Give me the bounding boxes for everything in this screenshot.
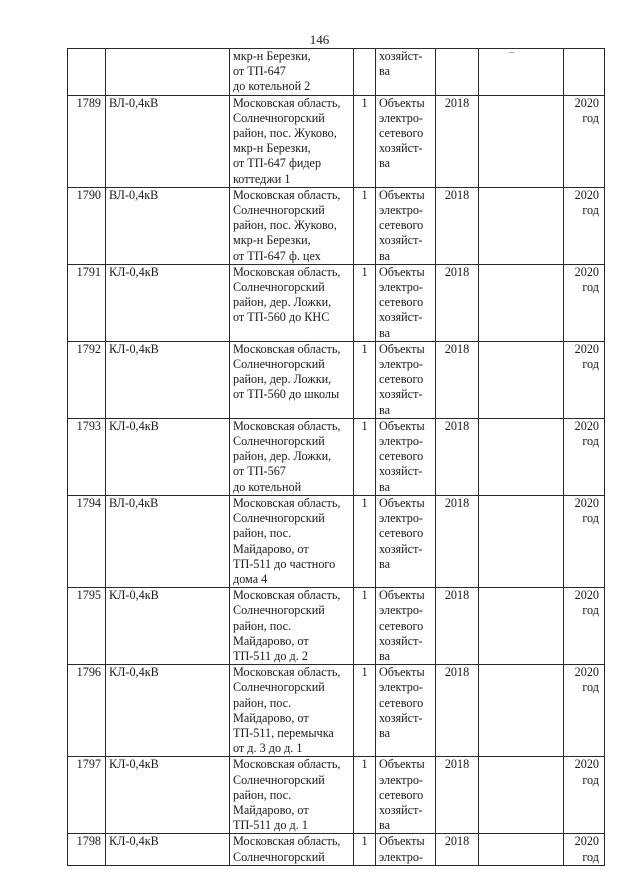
address-line: район, пос. — [233, 695, 292, 710]
type-line: сетевого — [379, 295, 424, 310]
type-line: Объекты — [379, 495, 425, 510]
address-line: Солнечногорский — [233, 680, 325, 695]
cell-term — [564, 834, 605, 865]
type-line: сетевого — [379, 787, 424, 802]
term-line: год — [582, 603, 599, 618]
cell-num — [68, 49, 106, 96]
cell-qty: 1 — [354, 341, 376, 418]
cell-address — [230, 495, 354, 587]
type-line: Объекты — [379, 588, 425, 603]
cell-type — [376, 49, 436, 96]
cell-term — [564, 757, 605, 834]
type-line: электро- — [379, 280, 423, 295]
type-line: электро- — [379, 603, 423, 618]
cell-name: ВЛ-0,4кВ — [106, 95, 230, 187]
type-line: Объекты — [379, 95, 425, 110]
address-line: район, пос. Жуково, — [233, 126, 337, 141]
term-line: год — [582, 772, 599, 787]
term-line: год — [582, 280, 599, 295]
cell-type — [376, 757, 436, 834]
cell-name: КЛ-0,4кВ — [106, 264, 230, 341]
cell-qty: 1 — [354, 418, 376, 495]
cell-name: КЛ-0,4кВ — [106, 418, 230, 495]
type-line: электро- — [379, 511, 423, 526]
address-line: ТП-511, перемычка — [233, 725, 334, 740]
cell-qty: 1 — [354, 665, 376, 757]
address-line: район, пос. — [233, 618, 292, 633]
type-line: Объекты — [379, 418, 425, 433]
address-line: мкр-н Березки, — [233, 233, 311, 248]
cell-qty: 1 — [354, 834, 376, 865]
term-line: 2020 — [574, 495, 599, 510]
scan-mark: – — [509, 47, 514, 58]
cell-type — [376, 341, 436, 418]
type-line: ва — [379, 648, 391, 663]
cell-qty: 1 — [354, 757, 376, 834]
cell-type — [376, 588, 436, 665]
cell-num: 1791 — [68, 264, 106, 341]
cell-empty — [479, 95, 564, 187]
address-line: Московская область, — [233, 341, 341, 356]
cell-address — [230, 49, 354, 96]
term-line: год — [582, 680, 599, 695]
type-line: ва — [379, 64, 391, 79]
cell-term — [564, 187, 605, 264]
cell-term — [564, 418, 605, 495]
type-line: Объекты — [379, 665, 425, 680]
term-line: 2020 — [574, 95, 599, 110]
type-line: хозяйст- — [379, 310, 423, 325]
type-line: хозяйст- — [379, 802, 423, 817]
address-line: район, пос. Жуково, — [233, 218, 337, 233]
type-line: ва — [379, 325, 391, 340]
table-body — [68, 49, 605, 866]
term-line: год — [582, 849, 599, 864]
type-line: ва — [379, 248, 391, 263]
cell-year: 2018 — [436, 757, 479, 834]
cell-empty — [479, 834, 564, 865]
type-line: Объекты — [379, 757, 425, 772]
type-line: электро- — [379, 203, 423, 218]
cell-num: 1798 — [68, 834, 106, 865]
type-line: ва — [379, 479, 391, 494]
cell-qty: 1 — [354, 264, 376, 341]
type-line: хозяйст- — [379, 141, 423, 156]
type-line: электро- — [379, 357, 423, 372]
table-row — [68, 495, 605, 587]
cell-type — [376, 187, 436, 264]
address-line: район, дер. Ложки, — [233, 372, 332, 387]
type-line: хозяйст- — [379, 387, 423, 402]
address-line: коттеджи 1 — [233, 171, 291, 186]
cell-term — [564, 264, 605, 341]
cell-empty — [479, 757, 564, 834]
type-line: хозяйст- — [379, 633, 423, 648]
address-line: Солнечногорский — [233, 772, 325, 787]
address-line: Московская область, — [233, 264, 341, 279]
address-line: мкр-н Березки, — [233, 49, 311, 63]
cell-empty — [479, 341, 564, 418]
address-line: от ТП-647 — [233, 64, 286, 79]
type-line: сетевого — [379, 218, 424, 233]
address-line: от д. 3 до д. 1 — [233, 741, 303, 756]
address-line: ТП-511 до д. 1 — [233, 818, 308, 833]
term-line: 2020 — [574, 418, 599, 433]
cell-year: 2018 — [436, 418, 479, 495]
type-line: хозяйст- — [379, 710, 423, 725]
cell-name: КЛ-0,4кВ — [106, 834, 230, 865]
address-line: Московская область, — [233, 757, 341, 772]
address-line: Майдарово, от — [233, 633, 309, 648]
cell-name: ВЛ-0,4кВ — [106, 187, 230, 264]
table-row — [68, 418, 605, 495]
address-line: от ТП-560 до КНС — [233, 310, 330, 325]
term-line: год — [582, 434, 599, 449]
address-line: Московская область, — [233, 834, 341, 849]
table-row-continued — [68, 49, 605, 96]
address-line: Майдарово, от — [233, 710, 309, 725]
type-line: сетевого — [379, 695, 424, 710]
term-line: 2020 — [574, 757, 599, 772]
cell-address — [230, 264, 354, 341]
term-line: 2020 — [574, 264, 599, 279]
type-line: сетевого — [379, 618, 424, 633]
cell-year — [436, 49, 479, 96]
type-line: ва — [379, 556, 391, 571]
type-line: электро- — [379, 434, 423, 449]
cell-address — [230, 588, 354, 665]
cell-year: 2018 — [436, 264, 479, 341]
cell-year: 2018 — [436, 495, 479, 587]
type-line: хозяйст- — [379, 541, 423, 556]
cell-qty: 1 — [354, 495, 376, 587]
type-line: ва — [379, 818, 391, 833]
address-line: Московская область, — [233, 95, 341, 110]
address-line: Московская область, — [233, 495, 341, 510]
address-line: Солнечногорский — [233, 357, 325, 372]
cell-name: КЛ-0,4кВ — [106, 757, 230, 834]
table-row — [68, 187, 605, 264]
term-line: год — [582, 203, 599, 218]
table-row — [68, 95, 605, 187]
cell-type — [376, 95, 436, 187]
address-line: дома 4 — [233, 571, 268, 586]
cell-type — [376, 264, 436, 341]
table-row — [68, 834, 605, 865]
cell-year: 2018 — [436, 341, 479, 418]
address-line: от ТП-647 фидер — [233, 156, 322, 171]
cell-type — [376, 834, 436, 865]
cell-num: 1797 — [68, 757, 106, 834]
cell-type — [376, 665, 436, 757]
cell-address — [230, 418, 354, 495]
address-line: Солнечногорский — [233, 203, 325, 218]
cell-year: 2018 — [436, 588, 479, 665]
table-row — [68, 588, 605, 665]
cell-num: 1794 — [68, 495, 106, 587]
cell-num: 1790 — [68, 187, 106, 264]
cell-term — [564, 495, 605, 587]
address-line: Майдарово, от — [233, 541, 309, 556]
cell-term — [564, 49, 605, 96]
type-line: сетевого — [379, 126, 424, 141]
address-line: до котельной 2 — [233, 79, 311, 94]
address-line: Солнечногорский — [233, 280, 325, 295]
type-line: хозяйст- — [379, 464, 423, 479]
cell-year: 2018 — [436, 95, 479, 187]
cell-empty — [479, 49, 564, 96]
cell-empty — [479, 495, 564, 587]
register-table — [67, 48, 605, 866]
type-line: сетевого — [379, 372, 424, 387]
address-line: Московская область, — [233, 187, 341, 202]
cell-year: 2018 — [436, 834, 479, 865]
cell-term — [564, 95, 605, 187]
cell-empty — [479, 665, 564, 757]
cell-address — [230, 665, 354, 757]
cell-address — [230, 95, 354, 187]
cell-empty — [479, 588, 564, 665]
cell-qty: 1 — [354, 588, 376, 665]
address-line: Солнечногорский — [233, 511, 325, 526]
address-line: до котельной — [233, 479, 302, 494]
address-line: от ТП-647 ф. цех — [233, 248, 321, 263]
page-number: 146 — [309, 32, 330, 47]
term-line: 2020 — [574, 665, 599, 680]
term-line: 2020 — [574, 588, 599, 603]
cell-year: 2018 — [436, 665, 479, 757]
type-line: сетевого — [379, 449, 424, 464]
address-line: район, дер. Ложки, — [233, 449, 332, 464]
address-line: район, пос. — [233, 526, 292, 541]
cell-qty: 1 — [354, 187, 376, 264]
type-line: ва — [379, 156, 391, 171]
cell-empty — [479, 418, 564, 495]
term-line: год — [582, 511, 599, 526]
address-line: Солнечногорский — [233, 110, 325, 125]
cell-name: КЛ-0,4кВ — [106, 665, 230, 757]
type-line: ва — [379, 402, 391, 417]
type-line: электро- — [379, 849, 423, 864]
address-line: Московская область, — [233, 588, 341, 603]
address-line: Московская область, — [233, 418, 341, 433]
term-line: 2020 — [574, 187, 599, 202]
type-line: хозяйст- — [379, 49, 423, 63]
term-line: год — [582, 110, 599, 125]
term-line: год — [582, 357, 599, 372]
type-line: электро- — [379, 772, 423, 787]
cell-term — [564, 665, 605, 757]
type-line: электро- — [379, 110, 423, 125]
cell-name — [106, 49, 230, 96]
address-line: ТП-511 до частного — [233, 556, 336, 571]
address-line: район, дер. Ложки, — [233, 295, 332, 310]
address-line: район, пос. — [233, 787, 292, 802]
cell-type — [376, 418, 436, 495]
type-line: Объекты — [379, 264, 425, 279]
cell-num: 1793 — [68, 418, 106, 495]
table-row — [68, 341, 605, 418]
type-line: Объекты — [379, 341, 425, 356]
cell-address — [230, 834, 354, 865]
cell-address — [230, 187, 354, 264]
term-line: 2020 — [574, 834, 599, 849]
cell-num: 1796 — [68, 665, 106, 757]
cell-empty — [479, 187, 564, 264]
type-line: Объекты — [379, 187, 425, 202]
cell-num: 1789 — [68, 95, 106, 187]
cell-num: 1792 — [68, 341, 106, 418]
type-line: хозяйст- — [379, 233, 423, 248]
cell-name: ВЛ-0,4кВ — [106, 495, 230, 587]
cell-name: КЛ-0,4кВ — [106, 588, 230, 665]
address-line: ТП-511 до д. 2 — [233, 648, 308, 663]
address-line: Майдарово, от — [233, 802, 309, 817]
address-line: от ТП-567 — [233, 464, 286, 479]
cell-qty — [354, 49, 376, 96]
term-line: 2020 — [574, 341, 599, 356]
cell-empty — [479, 264, 564, 341]
cell-name: КЛ-0,4кВ — [106, 341, 230, 418]
address-line: Московская область, — [233, 665, 341, 680]
type-line: сетевого — [379, 526, 424, 541]
cell-term — [564, 588, 605, 665]
cell-address — [230, 341, 354, 418]
address-line: от ТП-560 до школы — [233, 387, 340, 402]
table-row — [68, 665, 605, 757]
table-row — [68, 264, 605, 341]
cell-year: 2018 — [436, 187, 479, 264]
type-line: ва — [379, 725, 391, 740]
cell-type — [376, 495, 436, 587]
address-line: мкр-н Березки, — [233, 141, 311, 156]
cell-num: 1795 — [68, 588, 106, 665]
address-line: Солнечногорский — [233, 603, 325, 618]
type-line: электро- — [379, 680, 423, 695]
type-line: Объекты — [379, 834, 425, 849]
address-line: Солнечногорский — [233, 434, 325, 449]
cell-term — [564, 341, 605, 418]
cell-qty: 1 — [354, 95, 376, 187]
address-line: Солнечногорский — [233, 849, 325, 864]
table-row — [68, 757, 605, 834]
cell-address — [230, 757, 354, 834]
